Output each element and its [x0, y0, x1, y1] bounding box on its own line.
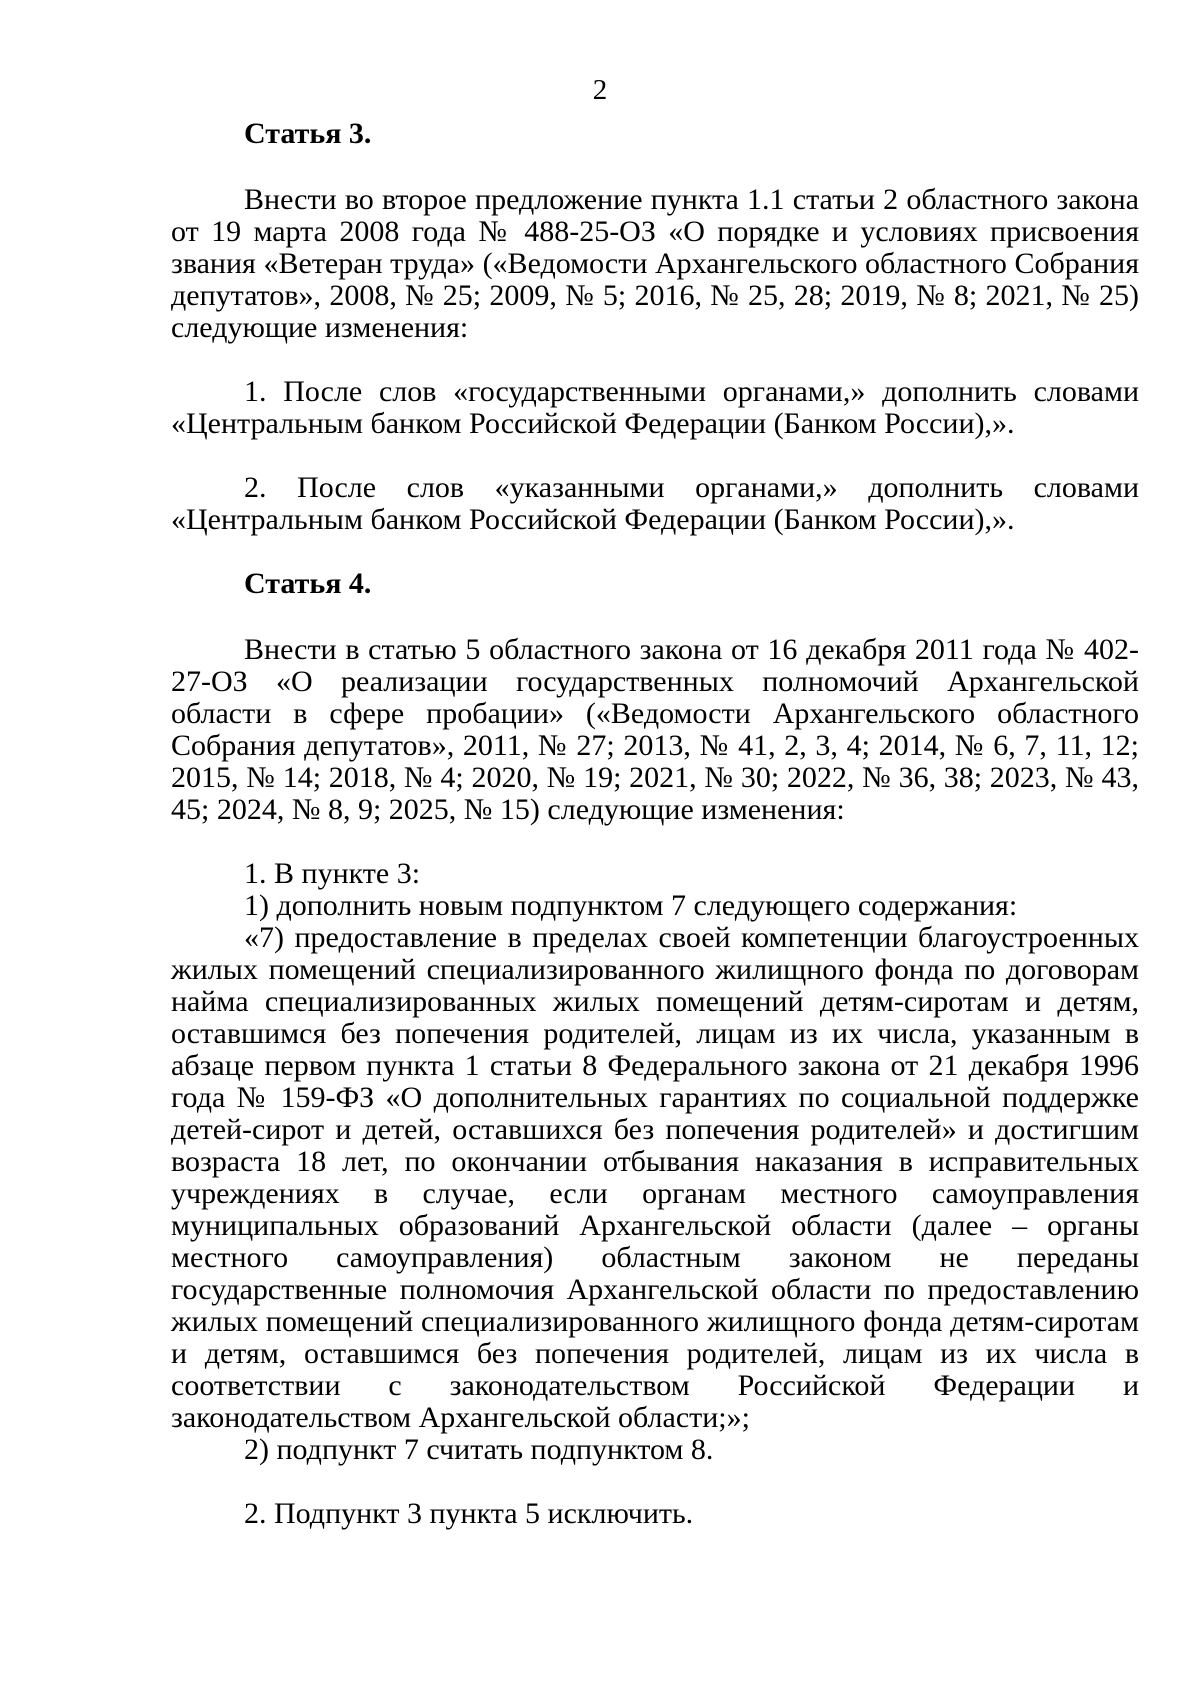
article-3-item-1: 1. После слов «государственными органами,» дополнить словами «Центральным банком Российской Федерации (Банком России),».: [171, 375, 1139, 440]
article-4-point-1-title: 1. В пункте 3:: [244, 857, 421, 890]
article-4-intro: Внести в статью 5 областного закона от 16 декабря 2011 года № 402-27-ОЗ «О реализации государственных полномочий Архангельской области в сфере пробации» («Ведомости Архангельского областного Собрания депутатов», 2011, № 27; 2013, № 41, 2, 3, 4; 2014, № 6, 7, 11, 12; 2015, № 14; 2018, № 4; 2020, № 19; 2021, № 30; 2022, № 36, 38; 2023, № 43, 45; 2024, № 8, 9; 2025, № 15) следующие изменения:: [171, 633, 1139, 826]
article-3-intro: Внести во второе предложение пункта 1.1 статьи 2 областного закона от 19 марта 2008 года № 488-25-ОЗ «О порядке и условиях присвоения звания «Ветеран труда» («Ведомости Архангельского областного Собрания депутатов», 2008, № 25; 2009, № 5; 2016, № 25, 28; 2019, № 8; 2021, № 25) следующие изменения:: [171, 183, 1139, 344]
article-4-point-2: 2. Подпункт 3 пункта 5 исключить.: [244, 1497, 694, 1530]
document-body: [171, 118, 1139, 1530]
article-4-subpoint-2: 2) подпункт 7 считать подпунктом 8.: [244, 1433, 714, 1466]
page-number: 2: [592, 74, 608, 106]
article-4-quoted-subpoint-7: «7) предоставление в пределах своей компетенции благоустроенных жилых помещений специализированного жилищного фонда по договорам найма специализированных жилых помещений детям-сиротам и детям, оставшимся без попечения родителей, лицам из их числа, указанным в абзаце первом пункта 1 статьи 8 Федерального закона от 21 декабря 1996 года № 159-ФЗ «О дополнительных гарантиях по социальной поддержке детей-сирот и детей, оставшихся без попечения родителей» и достигшим возраста 18 лет, по окончании отбывания наказания в исправительных учреждениях в случае, если органам местного самоуправления муниципальных образований Архангельской области (далее – органы местного самоуправления) областным законом не переданы государственные полномочия Архангельской области по предоставлению жилых помещений специализированного жилищного фонда детям-сиротам и детям, оставшимся без попечения родителей, лицам из их числа в соответствии с законодательством Российской Федерации и законодательством Архангельской области;»;: [171, 921, 1139, 1434]
article-3-item-2: 2. После слов «указанными органами,» дополнить словами «Центральным банком Российской Федерации (Банком России),».: [171, 471, 1139, 536]
article-4-subpoint-1: 1) дополнить новым подпунктом 7 следующего содержания:: [244, 889, 1018, 922]
article-3-heading: Статья 3.: [244, 117, 372, 150]
article-4-heading: Статья 4.: [244, 567, 372, 600]
